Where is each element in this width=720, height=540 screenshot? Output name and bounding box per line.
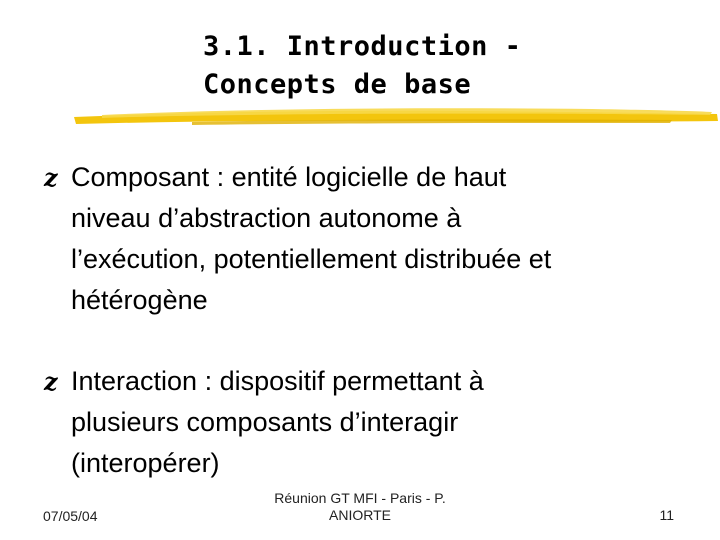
bullet-line: l’exécution, potentiellement distribuée et <box>71 244 552 274</box>
bullet-interaction <box>44 361 684 484</box>
bullet-line <box>44 361 684 402</box>
bullet-line <box>44 157 684 198</box>
slide-title <box>203 28 521 104</box>
footer-page-number: 11 <box>659 507 674 523</box>
slide-title-line-1: 3.1. Introduction - <box>203 31 522 62</box>
title-underline-brushstroke <box>72 100 720 130</box>
bullet-text: Interaction : dispositif permettant à <box>71 366 484 396</box>
bullet-line: (interopérer) <box>71 448 220 478</box>
z-bullet-icon: z <box>44 367 58 396</box>
bullet-text: Composant : entité logicielle de haut <box>71 162 507 192</box>
bullet-line: niveau d’abstraction autonome à <box>71 203 462 233</box>
z-bullet-icon: z <box>44 163 58 192</box>
footer-event <box>265 490 455 524</box>
bullet-composant <box>44 157 684 321</box>
footer-event-line-1: Réunion GT MFI - Paris - P. <box>274 490 446 506</box>
footer-date: 07/05/04 <box>43 508 98 524</box>
bullet-line: hétérogène <box>71 285 208 315</box>
bullet-line: plusieurs composants d’interagir <box>71 407 459 437</box>
footer-event-line-2: ANIORTE <box>329 507 391 523</box>
slide-title-line-2: Concepts de base <box>203 69 472 100</box>
